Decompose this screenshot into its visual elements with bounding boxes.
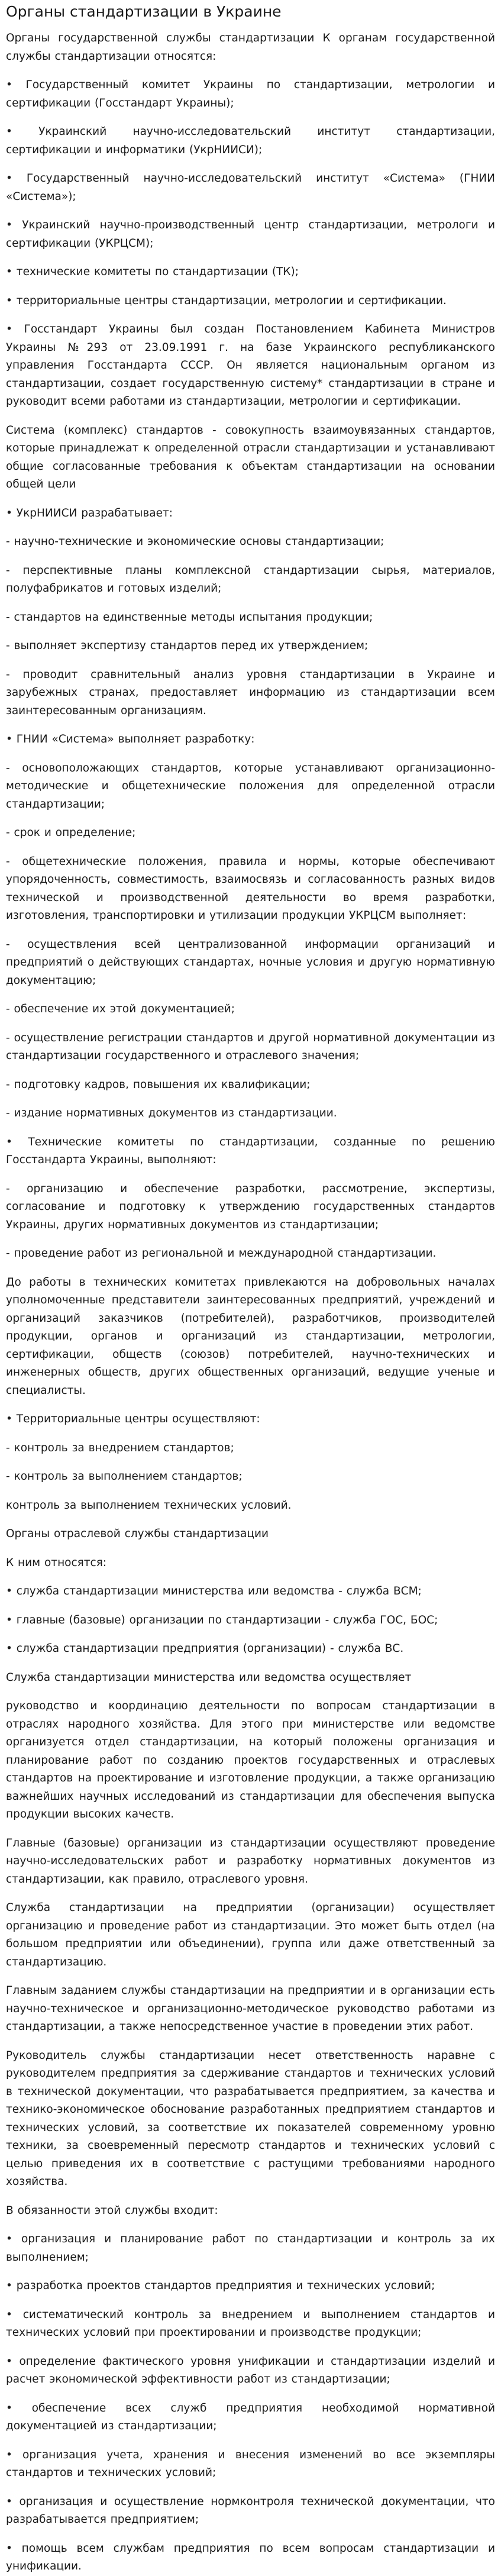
paragraph: • Территориальные центры осуществляют: (6, 1413, 260, 1425)
paragraph: Органы государственной службы стандартизации К органам государственной службы стандартизации относятся: (6, 32, 495, 63)
paragraph: - стандартов на единственные методы испытания продукции; (6, 611, 373, 624)
paragraph: • помощь всем службам предприятия по всем вопросам стандартизации и унификации. (6, 2542, 495, 2572)
paragraph: • систематический контроль за внедрением и выполнением стандартов и технических условий при проектировании и производстве продукции; (6, 2308, 495, 2339)
paragraph: - осуществление регистрации стандартов и другой нормативной документации из стандартизации государственного и отраслевого значения; (6, 1031, 495, 1062)
paragraph: • Государственный научно-исследовательский институт «Система» (ГНИИ «Система»); (6, 172, 495, 203)
paragraph: - проведение работ из региональной и международной стандартизации. (6, 1247, 437, 1260)
paragraph: • УкрНИИСИ разрабатывает: (6, 506, 173, 519)
paragraph: - обеспечение их этой документацией; (6, 1003, 235, 1015)
paragraph: • определение фактического уровня унификации и стандартизации изделий и расчет экономической эффективности работ из стандартизации; (6, 2355, 495, 2385)
paragraph: - контроль за выполнением стандартов; (6, 1470, 243, 1483)
paragraph: • Украинский научно-исследовательский институт стандартизации, сертификации и информатики (УкрНИИСИ); (6, 125, 495, 156)
paragraph: • Госстандарт Украины был создан Постановлением Кабинета Министров Украины №293 от 23.09.1991 г. на базе Украинского республиканского управления Госстандарта СССР. Он является национальным органом из стандартизации, создает государственную систему* стандартизации в стране и руководит всеми работами из стандартизации, метрологии и сертификации. (6, 323, 495, 408)
paragraph: - осуществления всей централизованной информации организаций и предприятий о действующих стандартах, ночные условия и другую нормативную документацию; (6, 938, 495, 987)
paragraph: • служба стандартизации предприятия (организации) - служба ВС. (6, 1642, 404, 1655)
paragraph: • главные (базовые) организации по стандартизации - служба ГОС, БОС; (6, 1613, 438, 1626)
paragraph: Служба стандартизации министерства или ведомства осуществляет (6, 1671, 412, 1684)
paragraph: Руководитель службы стандартизации несет ответственность наравне с руководителем предприятия за сдерживание стандартов и технических условий в технической документации, что разрабатывается предприятием, за качества и технико-экономическое обоснование разработанных предприятием стандартов и технических условий, за соответствие их показателей современному уровню техники, за своевременный пересмотр стандартов и технических условий с целью приведения их в соответствие с растущими требованиями народного хозяйства. (6, 2049, 495, 2188)
paragraph: До работы в технических комитетах привлекаются на добровольных началах уполномоченные представители заинтересованных предприятий, учреждений и организаций заказчиков (потребителей), разработчиков, производителей продукции, органов и организаций из стандартизации, метрологии, сертификации, обществ (союзов) потребителей, научно-технических и инженерных обществ, других общественных организаций, ведущие ученые и специалисты. (6, 1276, 495, 1397)
paragraph: - основоположающих стандартов, которые устанавливают организационно-методические и общетехнические положения для определенной отрасли стандартизации; (6, 761, 495, 811)
paragraph: - общетехнические положения, правила и нормы, которые обеспечивают упорядоченность, совместимость, взаимосвязь и согласованность разных видов технической и производственной деятельности во время разработки, изготовления, транспортировки и утилизации продукции УКРЦСМ выполняет: (6, 855, 495, 922)
paragraph: - организацию и обеспечение разработки, рассмотрение, экспертизы, согласование и подготовку к утверждению государственных стандартов Украины, других нормативных документов из стандартизации; (6, 1182, 495, 1231)
paragraph: К ним относятся: (6, 1556, 107, 1569)
paragraph: - издание нормативных документов из стандартизации. (6, 1107, 337, 1119)
paragraph: • организация и планирование работ по стандартизации и контроль за их выполнением; (6, 2233, 495, 2264)
paragraph: • служба стандартизации министерства или ведомства - служба ВСМ; (6, 1585, 422, 1597)
paragraph: • Технические комитеты по стандартизации, созданные по решению Госстандарта Украины, выполняют: (6, 1135, 495, 1166)
paragraph: Органы отраслевой службы стандартизации (6, 1528, 269, 1540)
paragraph: В обязанности этой службы входит: (6, 2204, 218, 2217)
paragraph: Служба стандартизации на предприятии (организации) осуществляет организацию и проведение работ из стандартизации. Это может быть отдел (на большом предприятии или объединении), группа или даже ответственный за стандартизацию. (6, 1902, 495, 1968)
paragraph: Система (комплекс) стандартов - совокупность взаимоувязанных стандартов, которые принадлежат к определенной отрасли стандартизации и устанавливают общие согласованные требования к объектам стандартизации на основании общей цели (6, 424, 495, 490)
article-body (6, 30, 495, 2576)
paragraph: Главные (базовые) организации из стандартизации осуществляют проведение научно-исследовательских работ и разработку нормативных документов из стандартизации, как правило, отраслевого уровня. (6, 1836, 495, 1886)
paragraph: руководство и координацию деятельности по вопросам стандартизации в отраслях народного хозяйства. Для этого при министерстве или ведомстве организуется отдел стандартизации, на который положены организация и планирование работ по созданию проектов государственных и отраслевых стандартов на проектирование и изготовление продукции, а также организацию важнейших научных исследований из стандартизации для обеспечения выпуска продукции высоких качеств. (6, 1700, 495, 1820)
paragraph: • организация и осуществление нормконтроля технической документации, что разрабатывается предприятием; (6, 2495, 495, 2526)
paragraph: • разработка проектов стандартов предприятия и технических условий; (6, 2280, 435, 2292)
paragraph: - перспективные планы комплексной стандартизации сырья, материалов, полуфабрикатов и готовых изделий; (6, 564, 495, 595)
paragraph: • ГНИИ «Система» выполняет разработку: (6, 733, 255, 745)
paragraph: • Украинский научно-производственный центр стандартизации, метрологи и сертификации (УКРЦСМ); (6, 219, 495, 250)
paragraph: контроль за выполнением технических условий. (6, 1499, 292, 1512)
paragraph: - научно-технические и экономические основы стандартизации; (6, 535, 384, 548)
paragraph: - проводит сравнительный анализ уровня стандартизации в Украине и зарубежных странах, предоставляет информацию из стандартизации всем заинтересованным организациям. (6, 668, 495, 717)
paragraph: • территориальные центры стандартизации, метрологии и сертификации. (6, 294, 447, 307)
paragraph: • технические комитеты по стандартизации (ТК); (6, 266, 299, 278)
paragraph: • организация учета, хранения и внесения изменений во все экземпляры стандартов и технических условий; (6, 2448, 495, 2479)
paragraph: - выполняет экспертизу стандартов перед их утверждением; (6, 640, 369, 652)
paragraph: - контроль за внедрением стандартов; (6, 1441, 234, 1454)
paragraph: Главным заданием службы стандартизации на предприятии и в организации есть научно-техническое и организационно-методическое руководство работами из стандартизации, а также непосредственное участие в проведении этих работ. (6, 1984, 495, 2033)
paragraph: - подготовку кадров, повышения их квалификации; (6, 1078, 311, 1091)
page-title: Органы стандартизации в Украине (6, 3, 282, 20)
paragraph: • обеспечение всех служб предприятия необходимой нормативной документацией из стандартизации; (6, 2401, 495, 2432)
paragraph: - срок и определение; (6, 827, 136, 839)
paragraph: • Государственный комитет Украины по стандартизации, метрологии и сертификации (Госстандарт Украины); (6, 79, 495, 109)
